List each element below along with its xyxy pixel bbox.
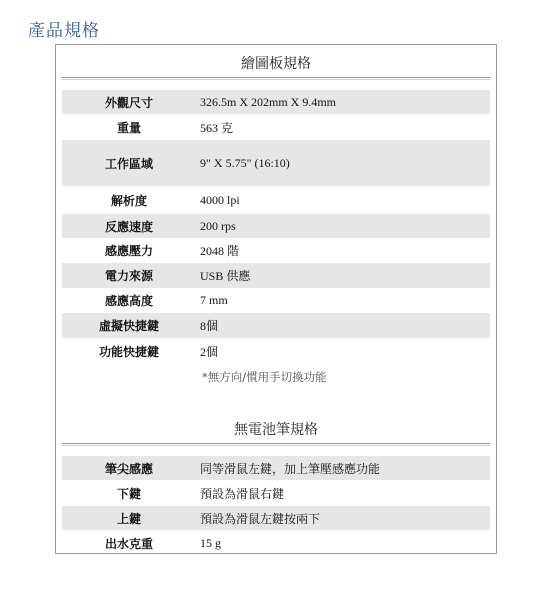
spec-value: 9" X 5.75" (16:10) (200, 155, 290, 170)
spec-label: 功能快捷鍵 (98, 344, 159, 359)
pen-section-title: 無電池筆規格 (234, 422, 318, 438)
spec-row-virtual-hotkeys (62, 313, 490, 338)
pen-section-divider (62, 443, 490, 446)
spec-row-upper-button (62, 506, 490, 530)
spec-label: 感應壓力 (104, 244, 153, 258)
spec-value: 563 克 (200, 120, 234, 135)
spec-label: 感應高度 (104, 294, 153, 308)
spec-row-read-height (62, 288, 490, 313)
spec-label: 解析度 (110, 193, 147, 208)
spec-value: 2個 (200, 344, 219, 359)
spec-label: 虛擬快捷鍵 (98, 319, 159, 333)
spec-value: 7 mm (200, 293, 228, 307)
spec-note: *無方向/慣用手切換功能 (202, 370, 327, 384)
spec-label: 筆尖感應 (104, 461, 153, 476)
page-title: 產品規格 (28, 21, 100, 41)
spec-value: 15 g (200, 535, 221, 550)
tablet-spec-table (62, 90, 490, 364)
spec-row-work-area (62, 140, 490, 186)
spec-value: 4000 lpi (200, 192, 240, 207)
spec-value: 2048 階 (200, 244, 240, 258)
spec-row-power (62, 263, 490, 288)
spec-label: 下鍵 (116, 486, 141, 501)
tablet-section-title: 繪圖板規格 (241, 56, 311, 72)
spec-row-report-rate (62, 214, 490, 238)
spec-value: 同等滑鼠左鍵，加上筆壓感應功能 (200, 461, 381, 476)
spec-label: 出水克重 (104, 536, 153, 551)
tablet-section-divider (62, 77, 490, 80)
spec-row-pen-tip (62, 456, 490, 480)
spec-value: USB 供應 (200, 269, 251, 283)
spec-label: 反應速度 (104, 219, 153, 234)
spec-row-function-hotkeys (62, 338, 490, 364)
spec-label: 上鍵 (116, 511, 141, 526)
spec-value: 200 rps (200, 218, 236, 233)
spec-row-pen-weight (62, 530, 490, 556)
spec-label: 電力來源 (104, 269, 153, 283)
spec-row-resolution (62, 186, 490, 214)
spec-value: 326.5m X 202mm X 9.4mm (200, 94, 337, 109)
spec-label: 工作區域 (104, 156, 153, 171)
spec-value: 8個 (200, 319, 219, 333)
spec-row-dimensions (62, 90, 490, 114)
spec-container (55, 44, 497, 554)
spec-row-pressure (62, 238, 490, 263)
spec-label: 外觀尺寸 (104, 95, 153, 110)
spec-row-lower-button (62, 480, 490, 506)
spec-value: 預設為滑鼠右鍵 (200, 486, 285, 501)
spec-value: 預設為滑鼠左鍵按兩下 (200, 511, 321, 526)
pen-spec-table (62, 456, 490, 556)
spec-label: 重量 (116, 120, 141, 135)
spec-row-weight (62, 114, 490, 140)
